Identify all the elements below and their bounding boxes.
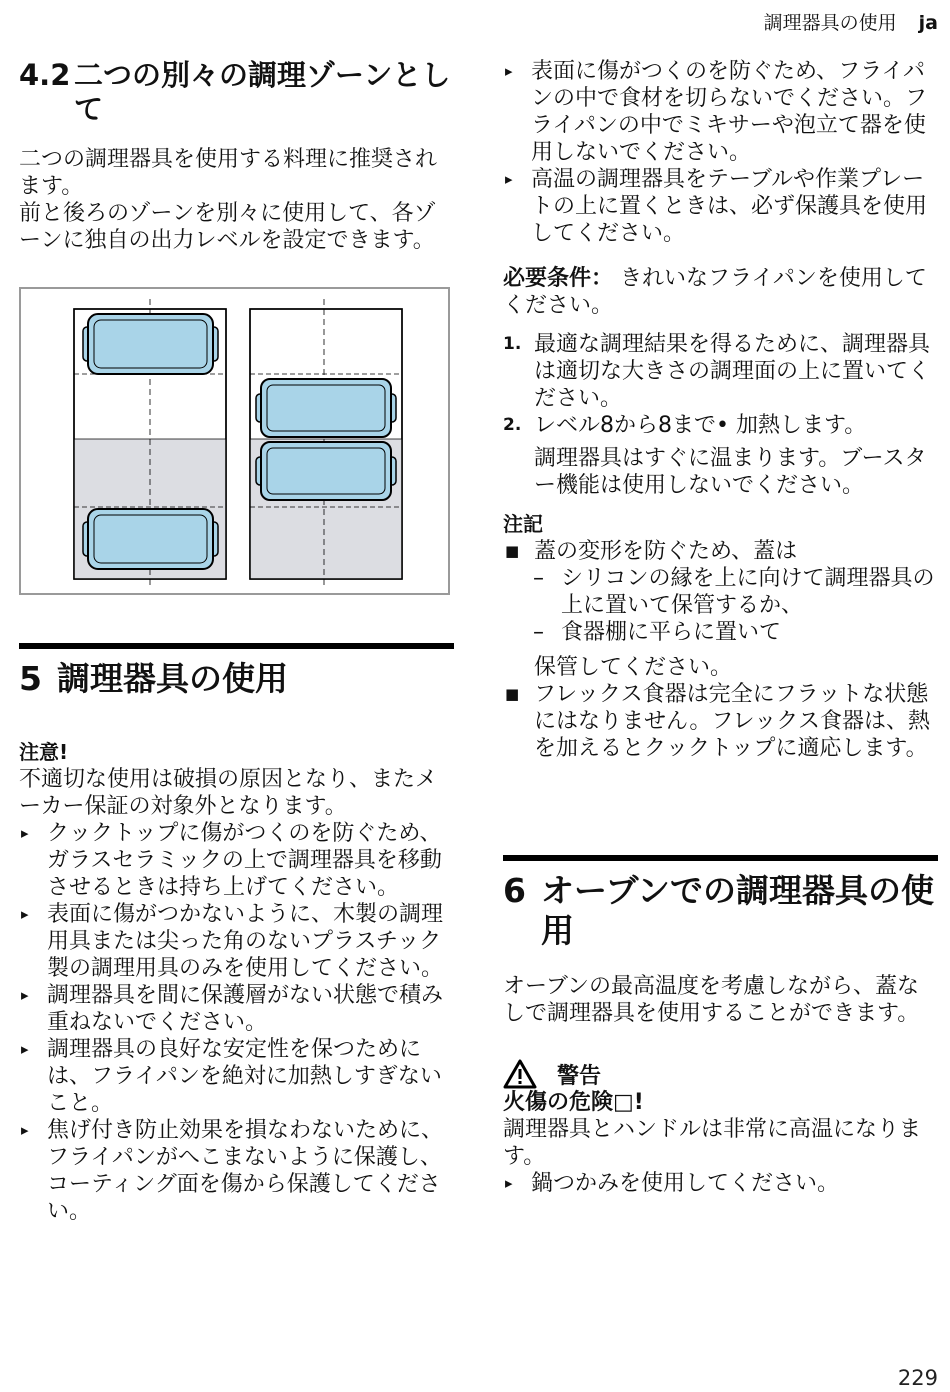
note-dash-item: – 食器棚に平らに置いて [503, 619, 938, 646]
warning-heading [503, 1059, 938, 1089]
step-result: 調理器具はすぐに温まります。ブースター機能は使用しないでください。 [534, 446, 927, 498]
cooking-zones-figure [19, 287, 450, 595]
cooktop-right [250, 299, 402, 587]
section-title: 二つの別々の調理ゾーンとして [74, 58, 451, 126]
requirement-label: 必要条件： [503, 266, 614, 291]
warning-triangle-icon [503, 1059, 537, 1089]
list-item: ▸ 表面に傷がつかないように、木製の調理用具または尖った角のないプラスチック製の調理用具のみを使用してください。 [19, 901, 454, 982]
step-text: レベル8から8まで• 加熱します。 [534, 413, 867, 438]
list-item: ▸ クックトップに傷がつくのを防ぐため、ガラスセラミックの上で調理器具を移動させるときは持ち上げてください。 [19, 820, 454, 901]
list-item: ▸ 表面に傷がつくのを防ぐため、フライパンの中で食材を切らないでください。フライパンの中でミキサーや泡立て器を使用しないでください。 [503, 58, 938, 166]
warning-text: 調理器具とハンドルは非常に高温になります。 [503, 1117, 922, 1169]
caution-label: 注意! [19, 740, 69, 764]
section-number: 4.2 [19, 58, 71, 92]
chapter-6 [503, 855, 938, 1197]
note-dash-item: – シリコンの縁を上に向けて調理器具の上に置いて保管するか、 [503, 565, 938, 619]
note-item: ■ フレックス食器は完全にフラットな状態にはなりません。フレックス食器は、熱を加えるとクックトップに適応します。 [503, 681, 938, 762]
chapter-6-p1: オーブンの最高温度を考慮しながら、蓋なしで調理器具を使用することができます。 [503, 974, 920, 1026]
page-number: 229 [897, 1366, 938, 1390]
step-item [503, 412, 938, 439]
warning-title: 火傷の危険□! [503, 1090, 644, 1115]
section-4-2-heading [19, 58, 454, 126]
zones-diagram [21, 289, 448, 593]
chapter-5-heading [19, 649, 454, 699]
pan-icon [256, 379, 396, 437]
section-4-2-p2: 前と後ろのゾーンを別々に使用して、各ゾーンに独自の出力レベルを設定できます。 [19, 201, 436, 253]
step-number: 1. [503, 334, 522, 354]
chapter-5 [19, 643, 454, 1225]
note-item: ■ 蓋の変形を防ぐため、蓋は [503, 538, 938, 565]
pan-icon [256, 442, 396, 500]
chapter-number: 5 [19, 659, 42, 698]
header-lang: ja [918, 12, 938, 34]
chapter-number: 6 [503, 871, 526, 910]
warning-label: 警告 [557, 1063, 602, 1089]
pan-icon [83, 314, 218, 374]
section-4-2-p1: 二つの調理器具を使用する料理に推奨されます。 [19, 147, 438, 199]
list-item: ▸ 調理器具の良好な安定性を保つためには、フライパンを絶対に加熱しすぎないこと。 [19, 1036, 454, 1117]
running-header [764, 8, 938, 35]
list-item: ▸ 焦げ付き防止効果を損なわないために、フライパンがへこまないように保護し、コーティング面を傷から保護してください。 [19, 1117, 454, 1225]
list-item: ▸ 高温の調理器具をテーブルや作業プレートの上に置くときは、必ず保護具を使用してください。 [503, 166, 938, 247]
step-number: 2. [503, 415, 522, 435]
cooktop-left [74, 299, 226, 587]
caution-text: 不適切な使用は破損の原因となり、またメーカー保証の対象外となります。 [19, 767, 438, 819]
list-item: ▸ 鍋つかみを使用してください。 [503, 1170, 938, 1197]
step-item [503, 331, 938, 412]
pan-icon [83, 509, 218, 569]
right-column [503, 58, 938, 762]
requirement [503, 265, 938, 319]
note-label: 注記 [503, 512, 543, 536]
chapter-title: オーブンでの調理器具の使用 [541, 871, 935, 950]
chapter-title: 調理器具の使用 [57, 659, 288, 698]
step-text: 最適な調理結果を得るために、調理器具は適切な大きさの調理面の上に置いてください。 [534, 332, 931, 411]
note-end: 保管してください。 [534, 655, 733, 680]
requirement-text: きれいなフライパンを使用してください。 [503, 266, 927, 318]
chapter-6-heading [503, 861, 938, 951]
left-column [19, 58, 454, 254]
header-section-title: 調理器具の使用 [763, 12, 897, 34]
list-item: ▸ 調理器具を間に保護層がない状態で積み重ねないでください。 [19, 982, 454, 1036]
